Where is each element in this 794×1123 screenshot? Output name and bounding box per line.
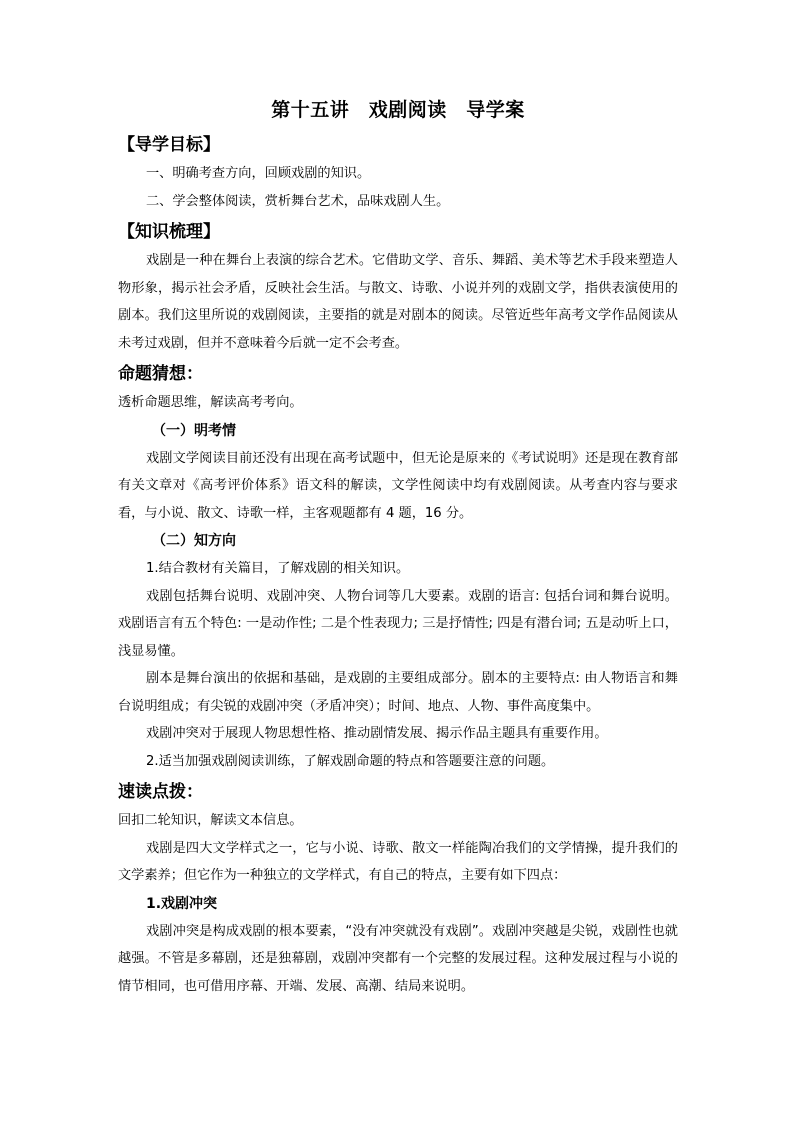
- section-heading-goals: 【导学目标】: [118, 135, 220, 155]
- drama-elements-paragraph: 戏剧包括舞台说明、戏剧冲突、人物台词等几大要素。戏剧的语言: 包括台词和舞台说明。戏剧语言有五个特色: 一是动作性; 二是个性表现力; 三是抒情性; 四是有潜台词; 五是动听上口，浅显易懂。: [118, 588, 678, 659]
- section-heading-knowledge: 【知识梳理】: [118, 222, 220, 242]
- direction-point-1: 1.结合教材有关篇目，了解戏剧的相关知识。: [146, 561, 410, 576]
- subheading-drama-conflict: 1.戏剧冲突: [146, 895, 218, 912]
- drama-conflict-paragraph: 戏剧冲突是构成戏剧的根本要素，“没有冲突就没有戏剧”。戏剧冲突越是尖锐，戏剧性也就越强。不管是多幕剧，还是独幕剧，戏剧冲突都有一个完整的发展过程。这种发展过程与小说的情节相同，也可借用序幕、开端、发展、高潮、结局来说明。: [118, 923, 678, 994]
- speed-reading-intro: 回扣二轮知识，解读文本信息。: [118, 813, 303, 828]
- document-page: [118, 96, 678, 1000]
- direction-point-2: 2.适当加强戏剧阅读训练，了解戏剧命题的特点和答题要注意的问题。: [146, 753, 555, 769]
- section-heading-speed-reading: 速读点拨：: [118, 782, 203, 802]
- script-paragraph: 剧本是舞台演出的依据和基础，是戏剧的主要组成部分。剧本的主要特点: 由人物语言和舞台说明组成；有尖锐的戏剧冲突（矛盾冲突）；时间、地点、人物、事件高度集中。: [118, 671, 678, 714]
- subheading-direction: （二）知方向: [152, 533, 236, 549]
- goal-item-1: 一、明确考查方向，回顾戏剧的知识。: [146, 166, 371, 181]
- exam-situation-paragraph: 戏剧文学阅读目前还没有出现在高考试题中，但无论是原来的《考试说明》还是现在教育部有关文章对《高考评价体系》语文科的解读，文学性阅读中均有戏剧阅读。从考查内容与要求看，与小说、散文、诗歌一样，主客观题都有 4 题，16 分。: [118, 450, 678, 521]
- prediction-intro: 透析命题思维，解读高考考向。: [118, 395, 303, 410]
- knowledge-paragraph: 戏剧是一种在舞台上表演的综合艺术。它借助文学、音乐、舞蹈、美术等艺术手段来塑造人物形象，揭示社会矛盾，反映社会生活。与散文、诗歌、小说并列的戏剧文学，指供表演使用的剧本。我们这里所说的戏剧阅读，主要指的就是对剧本的阅读。尽管近些年高考文学作品阅读从未考过戏剧，但并不意味着今后就一定不会考查。: [118, 253, 678, 351]
- section-heading-prediction: 命题猜想：: [118, 364, 203, 384]
- conflict-role-paragraph: 戏剧冲突对于展现人物思想性格、推动剧情发展、揭示作品主题具有重要作用。: [146, 726, 608, 741]
- subheading-exam-situation: （一）明考情: [152, 422, 236, 439]
- document-title: 第十五讲 戏剧阅读 导学案: [271, 99, 525, 121]
- drama-features-paragraph: 戏剧是四大文学样式之一，它与小说、诗歌、散文一样能陶冶我们的文学情操，提升我们的文学素养；但它作为一种独立的文学样式，有自己的特点，主要有如下四点：: [118, 840, 678, 883]
- goal-item-2: 二、学会整体阅读，赏析舞台艺术，品味戏剧人生。: [146, 193, 450, 209]
